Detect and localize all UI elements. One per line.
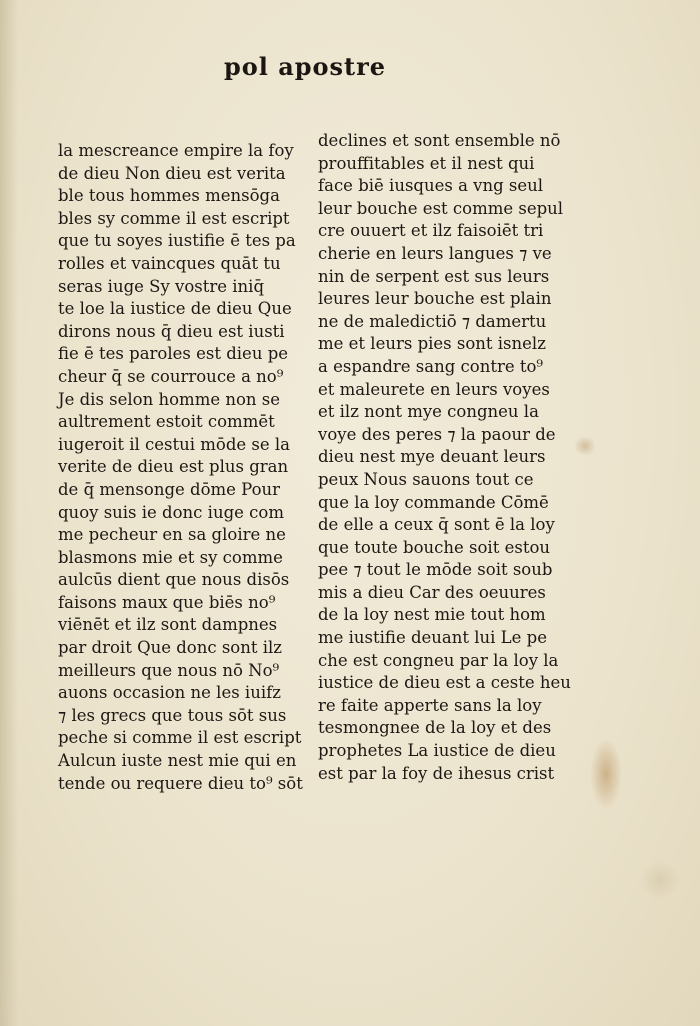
text-line: quoy suis ie donc iuge com [58,502,284,522]
text-line: que toute bouche soit estou [318,537,551,557]
text-line: et maleurete en leurs voyes [318,379,550,399]
text-line: verite de dieu est plus gran [58,457,289,477]
text-line: que tu soyes iustifie ē tes pa [58,231,296,251]
text-line: iustice de dieu est a ceste heu [318,673,571,693]
text-line: peche si comme il est escript [58,728,302,748]
text-line: leur bouche est comme sepul [318,198,564,218]
text-line: est par la foy de ihesus crist [318,763,555,783]
text-line: voye des peres ⁊ la paour de [318,424,556,444]
text-line: leures leur bouche est plain [318,289,552,309]
text-line: seras iuge Sy vostre iniq̄ [58,276,265,296]
text-line: et ilz nont mye congneu la [318,402,539,422]
text-line: dieu nest mye deuant leurs [318,447,546,467]
text-line: face biē iusques a vng seul [318,176,544,196]
text-line: par droit Que donc sont ilz [58,638,282,658]
text-line: te loe la iustice de dieu Que [58,299,292,319]
text-line: prouffitables et il nest qui [318,153,535,173]
paper-stain [590,738,622,810]
text-line: declines et sont ensemble nō [318,131,561,150]
text-line: peux Nous sauons tout ce [318,469,534,489]
text-line: nin de serpent est sus leurs [318,266,550,286]
text-line: re faite apperte sans la loy [318,695,542,715]
text-line: auons occasion ne les iuifz [58,683,281,703]
text-line: iugeroit il cestui mōde se la [58,434,290,454]
text-line: cherie en leurs langues ⁊ ve [318,243,552,263]
right-text-column [318,130,571,785]
text-line: viēnēt et ilz sont dampnes [58,615,278,635]
text-line: de la loy nest mie tout hom [318,605,546,625]
text-line: de elle a ceux q̄ sont ē la loy [318,515,555,535]
text-line: rolles et vaincques quāt tu [58,253,281,273]
text-line: Je dis selon homme non se [58,389,281,409]
text-line: me iustifie deuant lui Le pe [318,628,547,648]
text-line: tende ou requere dieu to⁹ sōt [58,773,303,793]
text-line: ble tous hommes mensōga [58,186,280,206]
text-line: a espandre sang contre to⁹ [318,356,544,376]
text-line: ⁊ les grecs que tous sōt sus [58,705,287,725]
text-line: de q̄ mensonge dōme Pour [58,479,281,499]
text-line: me pecheur en sa gloire ne [58,525,286,545]
text-line: blasmons mie et sy comme [58,547,283,567]
text-line: dirons nous q̄ dieu est iusti [58,321,285,341]
text-line: tesmongnee de la loy et des [318,718,552,738]
paper-stain [574,436,596,456]
text-line: que la loy commande Cōmē [318,492,549,512]
text-line: de dieu Non dieu est verita [58,163,286,183]
running-head-text: pol apostre [223,52,387,81]
text-line: che est congneu par la loy la [318,650,559,670]
text-line: mis a dieu Car des oeuures [318,582,546,602]
text-line: pee ⁊ tout le mōde soit soub [318,560,553,580]
text-line: faisons maux que biēs no⁹ [58,592,276,612]
text-line: prophetes La iustice de dieu [318,741,556,761]
text-line: me et leurs pies sont isnelz [318,334,546,354]
text-line: aulcūs dient que nous disōs [58,570,290,590]
text-line: la mescreance empire la foy [58,141,294,160]
running-head [160,52,450,88]
text-line: aultrement estoit commēt [58,412,275,432]
left-text-column [58,140,303,795]
paper-stain [640,860,680,900]
text-line: fie ē tes paroles est dieu pe [58,344,289,364]
page-gutter [0,0,18,1026]
text-line: meilleurs que nous nō No⁹ [58,660,280,680]
text-line: bles sy comme il est escript [58,208,290,228]
text-line: cheur q̄ se courrouce a no⁹ [58,366,284,386]
text-line: cre ouuert et ilz faisoiēt tri [318,221,544,241]
text-line: ne de maledictiō ⁊ damertu [318,311,547,331]
text-line: Aulcun iuste nest mie qui en [58,751,297,771]
